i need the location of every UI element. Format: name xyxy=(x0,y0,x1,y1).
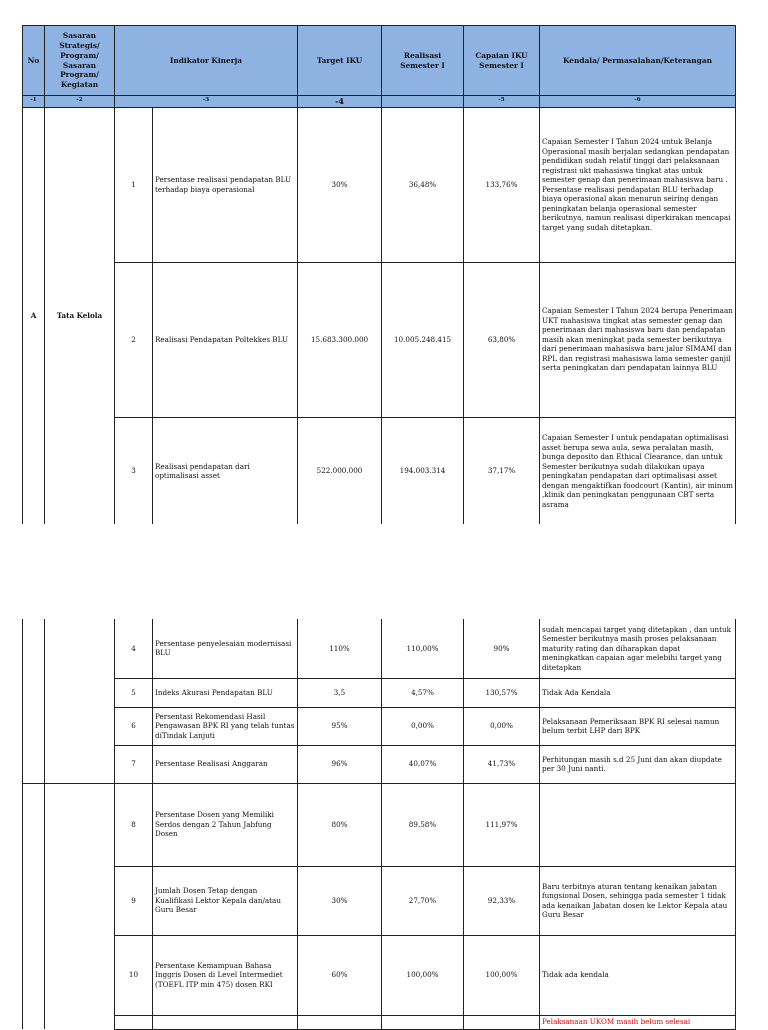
col-number: -6 xyxy=(540,96,736,108)
row-kendala: Baru terbitnya aturan tentang kenaikan jabatan fungsional Dosen, sehingga pada semester 1 tidak ada kenaikan Jabatan dosen ke Lektor Kepala atau Guru Besar xyxy=(540,866,736,935)
table-row xyxy=(23,417,736,525)
row-kendala xyxy=(540,783,736,866)
row-realisasi: 194.003.314 xyxy=(382,417,464,525)
row-target: 3,5 xyxy=(298,678,382,707)
row-capaian: 100,00% xyxy=(464,935,540,1015)
row-capaian: 41,73% xyxy=(464,745,540,783)
page-break xyxy=(0,524,768,619)
row-capaian: 92,33% xyxy=(464,866,540,935)
row-indikator: Persentase Realisasi Anggaran xyxy=(153,745,298,783)
row-kendala: Capaian Semester I Tahun 2024 untuk Belanja Operasional masih berjalan sedangkan pendapatan pendidikan sudah relatif tinggi dari pelaksanaan registrasi ukt mahasiswa tingkat atas untuk semester genap dan penerimaan mahasiswa baru . Persentase realisasi pendapatan BLU terhadap biaya operasional akan menurun seiring dengan peningkatan belanja operasional semester berikutnya, namun realisasi diperkirakan mencapai target yang sudah ditetapkan. xyxy=(540,107,736,262)
row-indikator: Persentase realisasi pendapatan BLU terhadap biaya operasional xyxy=(153,107,298,262)
row-realisasi: 0,00% xyxy=(382,707,464,745)
header-realisasi: Realisasi Semester I xyxy=(382,26,464,96)
row-indikator: Persentase Dosen yang Memiliki Serdos dengan 2 Tahun Jabfung Dosen xyxy=(153,783,298,866)
row-kendala: Capaian Semester I Tahun 2024 berupa Penerimaan UKT mahasiswa tingkat atas semester genap dan penerimaan dari mahasiswa baru dan pendapatan masih akan meningkat pada semester berikutnya dari penerimaan mahasiswa baru jalur SIMAMI dan RPL dan registrasi mahasiswa lama semester ganjil serta peningkatan dari pendapatan lainnya BLU xyxy=(540,262,736,417)
table-row xyxy=(23,745,736,783)
row-kendala: Capaian Semester I untuk pendapatan optimalisasi asset berupa sewa aula, sewa peralatan masih, bunga deposito dan Ethical Clearance, dan untuk Semester berikutnya sudah dilakukan upaya peningkatan pendapatan dari optimalisasi asset dengan mengaktifkan foodcourt (Kantin), air minum ,klinik dan peningkatan penggunaan CBT serta asrama xyxy=(540,417,736,525)
table-row xyxy=(23,262,736,417)
col-number: -3 xyxy=(115,96,298,108)
row-capaian: 90% xyxy=(464,619,540,678)
row-indikator: Persentasi Rekomendasi Hasil Pengawasan BPK RI yang telah tuntas diTindak Lanjuti xyxy=(153,707,298,745)
table-row xyxy=(23,783,736,866)
table-row xyxy=(23,935,736,1015)
row-target: 80% xyxy=(298,783,382,866)
row-realisasi: 4,57% xyxy=(382,678,464,707)
table-row xyxy=(23,707,736,745)
row-no: 7 xyxy=(115,745,153,783)
row-no: 9 xyxy=(115,866,153,935)
group-code: A xyxy=(23,107,45,525)
row-capaian: 63,80% xyxy=(464,262,540,417)
table-row xyxy=(23,1015,736,1029)
row-no: 5 xyxy=(115,678,153,707)
row-realisasi: 36,48% xyxy=(382,107,464,262)
row-indikator xyxy=(153,1015,298,1029)
table-row xyxy=(23,107,736,262)
row-no xyxy=(115,1015,153,1029)
table-row xyxy=(23,619,736,678)
row-indikator: Realisasi Pendapatan Poltekkes BLU xyxy=(153,262,298,417)
row-kendala: Tidak Ada Kendala xyxy=(540,678,736,707)
row-kendala-note: Pelaksanaan UKOM masih belum selesai xyxy=(540,1015,736,1029)
header-capaian: Capaian IKU Semester I xyxy=(464,26,540,96)
row-indikator: Persentase Kemampuan Bahasa Inggris Dosen di Level Intermediet (TOEFL ITP min 475) dosen RKI xyxy=(153,935,298,1015)
row-kendala: Pelaksanaan Pemeriksaan BPK RI selesai namun belum terbit LHP dari BPK xyxy=(540,707,736,745)
row-target: 30% xyxy=(298,107,382,262)
row-no: 10 xyxy=(115,935,153,1015)
row-no: 1 xyxy=(115,107,153,262)
group-code-next xyxy=(23,783,45,1029)
row-no: 3 xyxy=(115,417,153,525)
row-capaian: 111,97% xyxy=(464,783,540,866)
row-indikator: Persentase penyelesaian modernisasi BLU xyxy=(153,619,298,678)
row-capaian xyxy=(464,1015,540,1029)
row-target: 96% xyxy=(298,745,382,783)
col-number: -1 xyxy=(23,96,45,108)
row-target: 95% xyxy=(298,707,382,745)
header-indikator: Indikator Kinerja xyxy=(115,26,298,96)
table-row xyxy=(23,678,736,707)
row-no: 6 xyxy=(115,707,153,745)
row-kendala: Tidak ada kendala xyxy=(540,935,736,1015)
header-sasaran: Sasaran Strategis/ Program/ Sasaran Program/ Kegiatan xyxy=(45,26,115,96)
col-number: -2 xyxy=(45,96,115,108)
row-no: 2 xyxy=(115,262,153,417)
row-kendala: Perhitungan masih s.d 25 Juni dan akan diupdate per 30 Juni nanti. xyxy=(540,745,736,783)
row-no: 4 xyxy=(115,619,153,678)
row-realisasi xyxy=(382,1015,464,1029)
col-number: -4 xyxy=(298,96,382,108)
row-realisasi: 10.005.248.415 xyxy=(382,262,464,417)
header-kendala: Kendala/ Permasalahan/Keterangan xyxy=(540,26,736,96)
col-number: -5 xyxy=(464,96,540,108)
row-indikator: Indeks Akurasi Pendapatan BLU xyxy=(153,678,298,707)
row-capaian: 0,00% xyxy=(464,707,540,745)
row-realisasi: 110,00% xyxy=(382,619,464,678)
group-name: Tata Kelola xyxy=(45,107,115,525)
row-capaian: 133,76% xyxy=(464,107,540,262)
row-realisasi: 40,07% xyxy=(382,745,464,783)
row-target xyxy=(298,1015,382,1029)
row-target: 60% xyxy=(298,935,382,1015)
row-no: 8 xyxy=(115,783,153,866)
row-realisasi: 27,70% xyxy=(382,866,464,935)
row-target: 15.683.300.000 xyxy=(298,262,382,417)
table-row xyxy=(23,866,736,935)
header-target: Target IKU xyxy=(298,26,382,96)
row-capaian: 37,17% xyxy=(464,417,540,525)
header-no: No xyxy=(23,26,45,96)
row-target: 30% xyxy=(298,866,382,935)
group-code-cont xyxy=(23,619,45,783)
group-name-cont xyxy=(45,619,115,783)
iku-table-lower xyxy=(22,619,736,1030)
row-indikator: Realisasi pendapatan dari optimalisasi asset xyxy=(153,417,298,525)
iku-table-upper xyxy=(22,25,736,526)
row-target: 110% xyxy=(298,619,382,678)
col-number xyxy=(382,96,464,108)
row-capaian: 130,57% xyxy=(464,678,540,707)
row-target: 522.000.000 xyxy=(298,417,382,525)
row-realisasi: 89,58% xyxy=(382,783,464,866)
row-indikator: Jumlah Dosen Tetap dengan Kualifikasi Lektor Kepala dan/atau Guru Besar xyxy=(153,866,298,935)
group-name-next xyxy=(45,783,115,1029)
row-kendala: sudah mencapai target yang ditetapkan , dan untuk Semester berikutnya masih proses pelaksanaan maturity rating dan diharapkan dapat meningkatkan capaian agar melebihi target yang ditetapkan xyxy=(540,619,736,678)
row-realisasi: 100,00% xyxy=(382,935,464,1015)
